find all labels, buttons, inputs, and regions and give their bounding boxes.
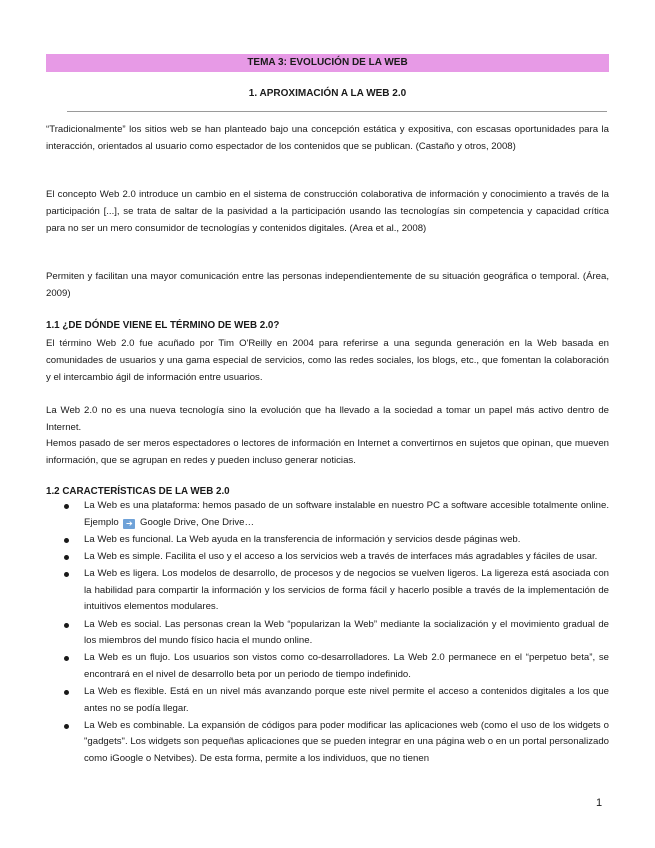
bullet-icon xyxy=(64,504,69,509)
characteristics-list xyxy=(46,498,609,768)
paragraph-1: “Tradicionalmente” los sitios web se han planteado bajo una concepción estática y expositiva, con escasas oportunidades para la interacción, orientados al usuario como espectador de los contenidos que se publican. (Castaño y otros, 2008) xyxy=(46,124,609,152)
bullet-icon xyxy=(64,656,69,661)
list-item-text: La Web es simple. Facilita el uso y el acceso a los servicios web a través de interfaces más agradables y fáciles de usar. xyxy=(84,550,598,562)
paragraph-1-1-c: Hemos pasado de ser meros espectadores o lectores de información en Internet a convertirnos en sujetos que opinan, que mueven información, que se agrupan en redes y pueden incluso generar noticias. xyxy=(46,438,609,466)
list-item xyxy=(46,718,609,768)
heading-1-2: 1.2 CARACTERÍSTICAS DE LA WEB 2.0 xyxy=(46,486,230,497)
list-item-text: La Web es un flujo. Los usuarios son vistos como co-desarrolladores. La Web 2.0 permanece en el “perpetuo beta”, se encontrará en el nivel de desarrollo beta por un periodo de tiempo indefinido. xyxy=(84,652,609,680)
list-item xyxy=(46,617,609,650)
chapter-title: TEMA 3: EVOLUCIÓN DE LA WEB xyxy=(46,54,609,72)
bullet-icon xyxy=(64,538,69,543)
list-item-text: La Web es ligera. Los modelos de desarrollo, de procesos y de negocios se vuelven ligeros. La ligereza está asociada con la habilidad para compartir la información y los servicios de forma fácil y hacerlo posible a través de la implementación de intuitivos elementos modulares. xyxy=(84,568,609,613)
arrow-right-icon: ➔ xyxy=(123,519,135,529)
list-item-text: La Web es flexible. Está en un nivel más avanzando porque este nivel permite el acceso a contenidos digitales a los que antes no se podía llegar. xyxy=(84,686,609,714)
section-title: 1. APROXIMACIÓN A LA WEB 2.0 xyxy=(248,88,407,99)
list-item-text: Google Drive, One Drive… xyxy=(140,516,255,528)
bullet-icon xyxy=(64,690,69,695)
paragraph-3: Permiten y facilitan una mayor comunicación entre las personas independientemente de su situación geográfica o temporal. (Área, 2009) xyxy=(46,271,609,299)
heading-1-1: 1.1 ¿DE DÓNDE VIENE EL TÉRMINO DE WEB 2.0? xyxy=(46,320,280,331)
bullet-icon xyxy=(64,623,69,628)
page-number: 1 xyxy=(596,797,603,809)
bullet-icon xyxy=(64,572,69,577)
list-item-text: La Web es combinable. La expansión de códigos para poder modificar las aplicaciones web (como el uso de los widgets o "gadgets". Los widgets son pequeñas aplicaciones que se pueden integrar en una página web o en un portal personalizado como iGoogle o Netvibes). De esta forma, permite a los individuos, que no tienen xyxy=(84,719,609,765)
divider xyxy=(67,111,607,112)
paragraph-2: El concepto Web 2.0 introduce un cambio en el sistema de construcción colaborativa de información y conocimiento a través de la participación [...], se trata de saltar de la pasividad a la participación usando las tecnologías sin competencia y capacidad crítica para no ser un mero consumidor de tecnologías y contenidos digitales. (Area et al., 2008) xyxy=(46,189,609,234)
list-item-text: La Web es social. Las personas crean la Web “popularizan la Web” mediante la socialización y el movimiento gradual de los miembros del mundo físico hacia el mundo online. xyxy=(84,618,609,647)
list-item xyxy=(46,566,609,616)
list-item-text: La Web es funcional. La Web ayuda en la transferencia de información y servicios desde páginas web. xyxy=(84,533,521,545)
list-item xyxy=(46,684,609,717)
list-item xyxy=(46,650,609,683)
list-item-text: La Web es una plataforma: hemos pasado de un software instalable en nuestro PC a software accesible totalmente online. Ejemplo xyxy=(84,500,609,528)
list-item xyxy=(46,498,609,531)
paragraph-1-1-a: El término Web 2.0 fue acuñado por Tim O'Reilly en 2004 para referirse a una segunda generación en la Web basada en comunidades de usuarios y una gama especial de servicios, como las redes sociales, los blogs, etc., que fomentan la colaboración y el intercambio ágil de información entre usuarios. xyxy=(46,338,609,383)
paragraph-1-1-b: La Web 2.0 no es una nueva tecnología sino la evolución que ha llevado a la sociedad a tomar un papel más activo dentro de Internet. xyxy=(46,405,609,433)
list-item xyxy=(46,532,609,549)
bullet-icon xyxy=(64,724,69,729)
bullet-icon xyxy=(64,555,69,560)
list-item xyxy=(46,549,609,566)
